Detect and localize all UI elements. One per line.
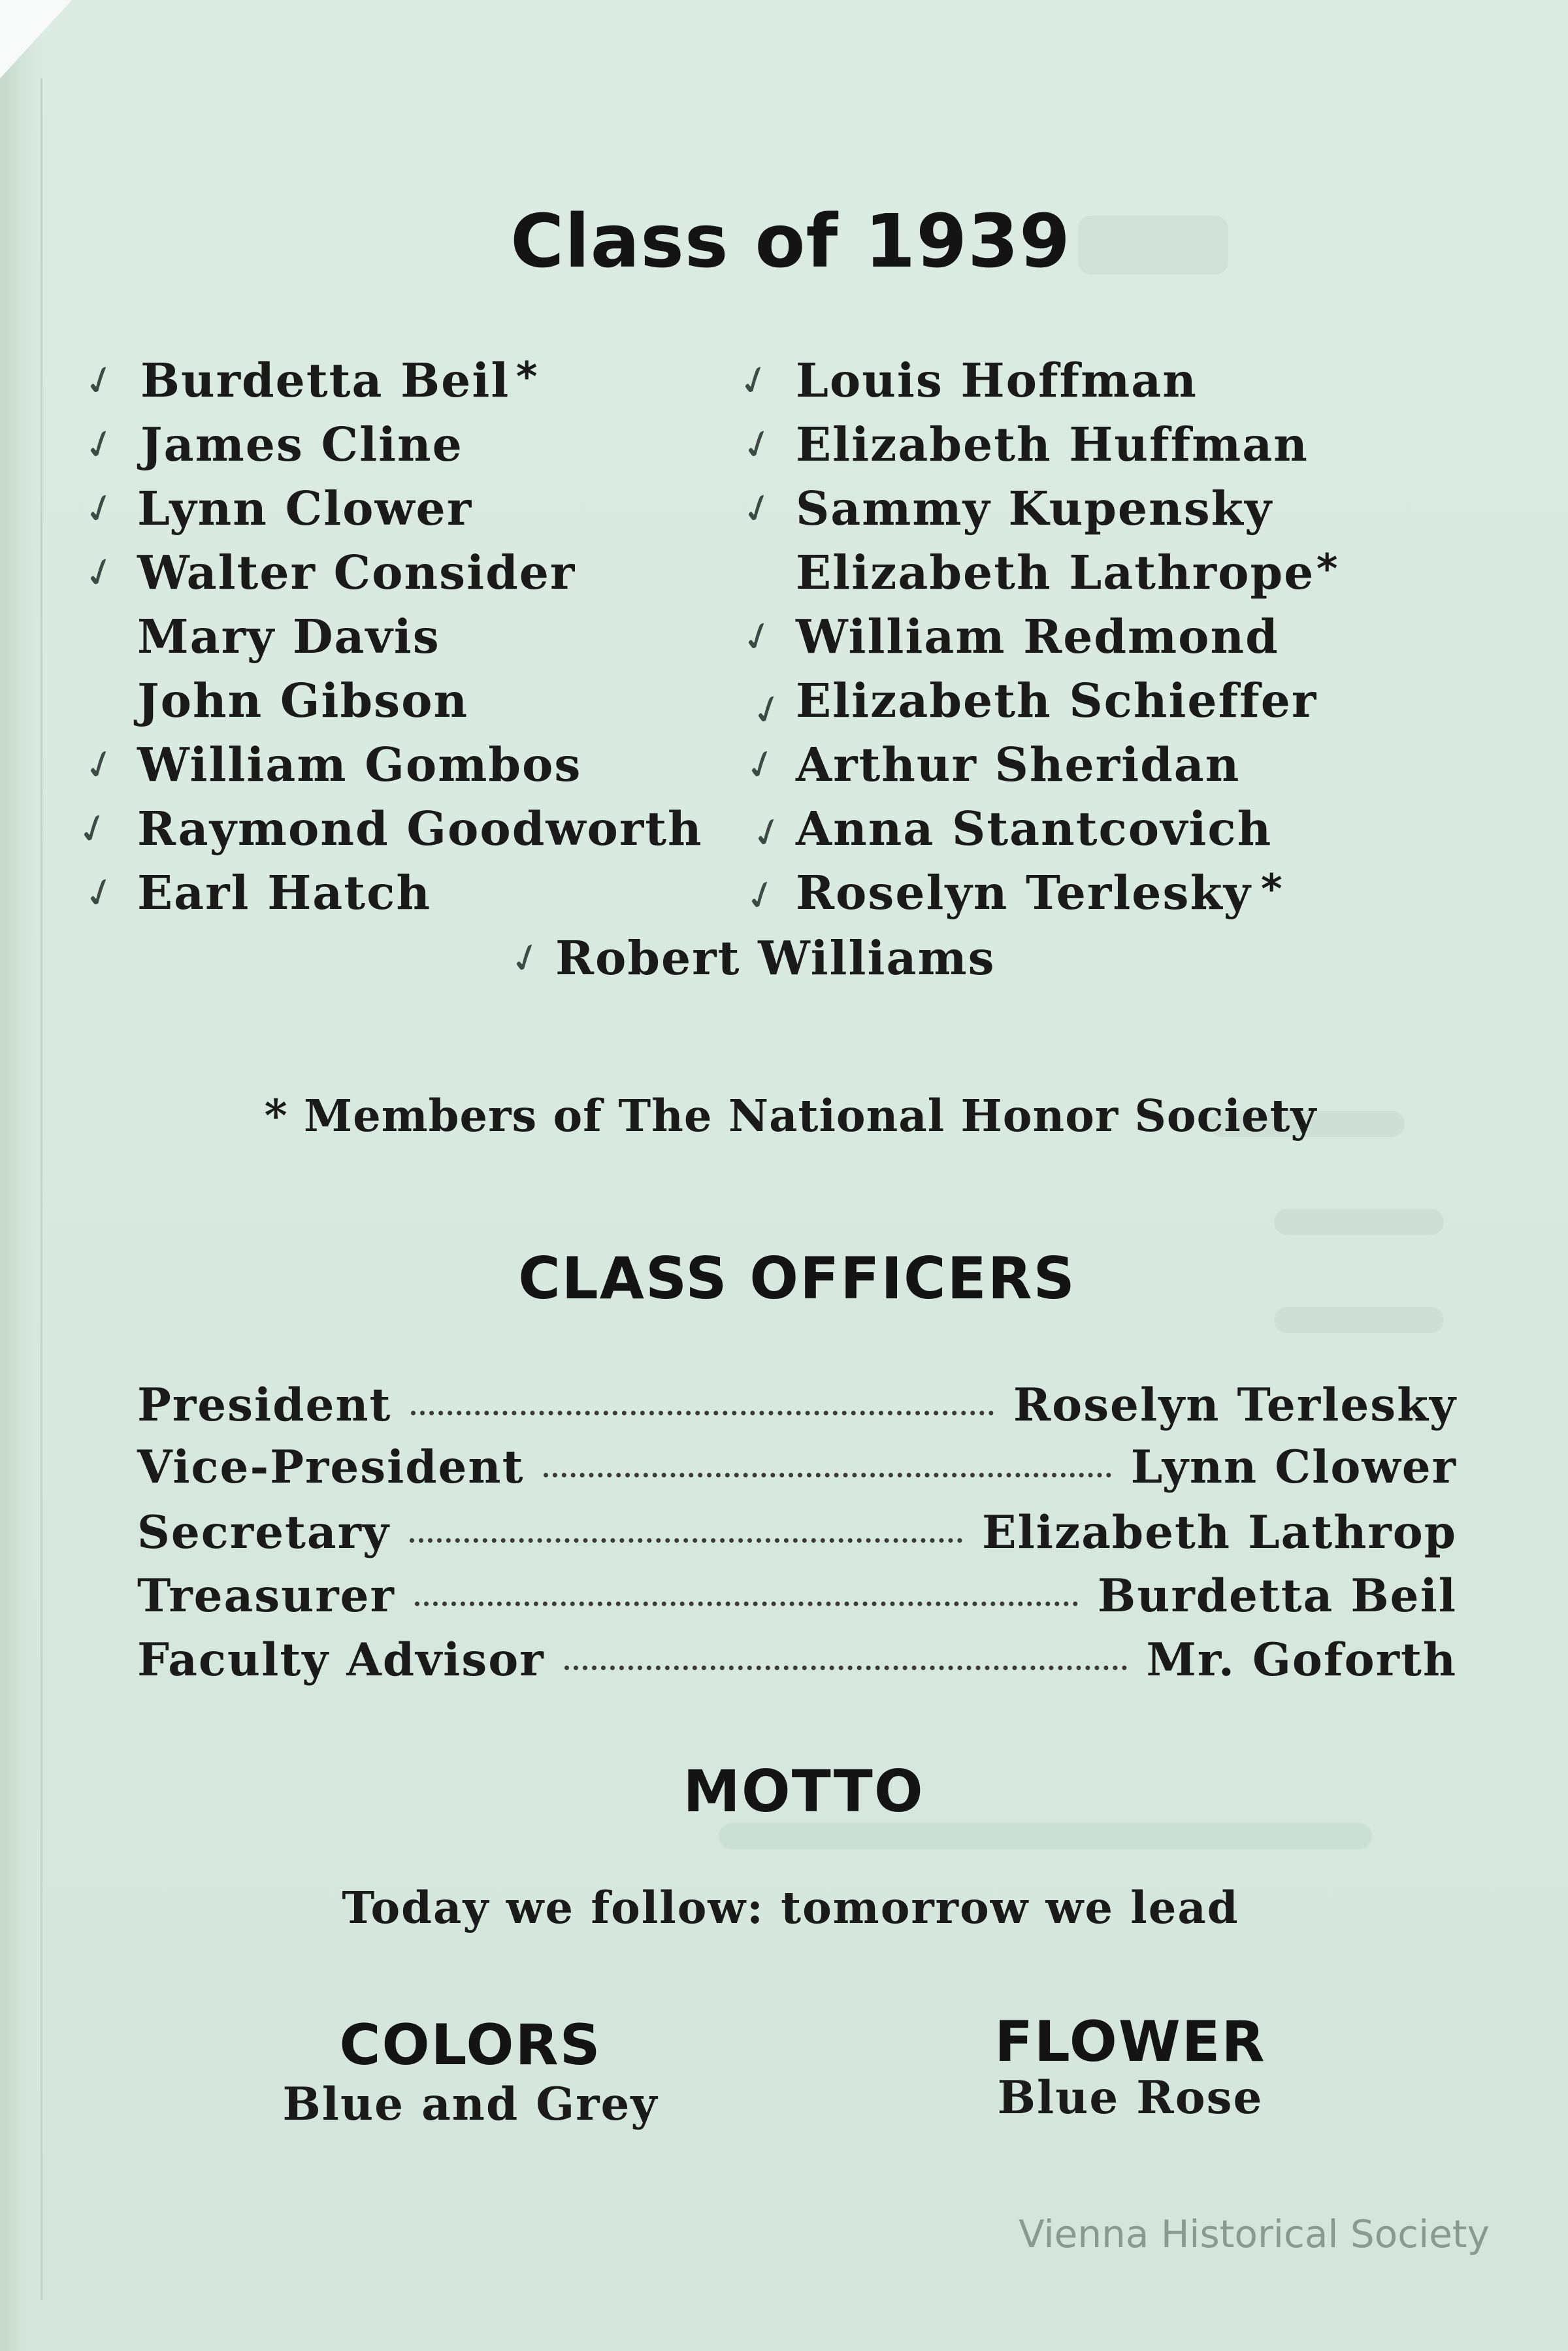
dot-leader — [415, 1602, 1078, 1606]
graduate-name: Burdetta Beil — [140, 353, 510, 408]
graduate-name: Anna Stantcovich — [796, 801, 1273, 856]
colors-value: Blue and Grey — [282, 2078, 659, 2131]
officer-row — [137, 1570, 1457, 1622]
graduate-name: Mary Davis — [137, 609, 440, 664]
graduate-name: Raymond Goodworth — [137, 801, 703, 856]
pencil-check-icon: ✓ — [732, 353, 777, 408]
officer-name: Lynn Clower — [1130, 1441, 1457, 1494]
officer-role: Treasurer — [137, 1570, 395, 1622]
graduate-name: Arthur Sheridan — [796, 737, 1241, 792]
officer-name: Roselyn Terlesky — [1013, 1379, 1457, 1432]
graduate-name: Elizabeth Lathrope — [796, 545, 1315, 600]
pencil-check-icon: ✓ — [77, 353, 123, 408]
flower-heading: FLOWER — [994, 2009, 1266, 2075]
pencil-check-icon: ✓ — [77, 546, 123, 600]
pencil-check-icon: ✓ — [745, 683, 791, 738]
honor-asterisk: * — [516, 353, 538, 401]
graduate-name: Elizabeth Schieffer — [796, 673, 1318, 728]
officer-name: Elizabeth Lathrop — [982, 1506, 1457, 1559]
honor-asterisk: * — [1316, 545, 1338, 593]
officers-heading: CLASS OFFICERS — [518, 1245, 1076, 1312]
dot-leader — [410, 1538, 962, 1543]
graduate-name: Sammy Kupensky — [796, 481, 1273, 536]
pencil-check-icon: ✓ — [735, 482, 781, 536]
officer-role: President — [137, 1379, 392, 1432]
graduate-name: William Redmond — [796, 609, 1279, 664]
pencil-check-icon: ✓ — [77, 866, 123, 921]
colors-heading: COLORS — [339, 2013, 602, 2078]
pencil-check-icon: ✓ — [77, 482, 123, 536]
dot-leader — [544, 1473, 1111, 1477]
graduate-name: Walter Consider — [137, 545, 576, 600]
graduate-name-centered: Robert Williams — [555, 930, 996, 985]
graduate-name: John Gibson — [137, 673, 469, 728]
bleed-through-shape — [1274, 1209, 1444, 1235]
officer-role: Vice-President — [137, 1441, 525, 1494]
pencil-check-icon: ✓ — [503, 931, 549, 986]
dot-leader — [564, 1666, 1127, 1670]
graduate-name: Elizabeth Huffman — [796, 417, 1309, 472]
officer-row — [137, 1634, 1457, 1686]
pencil-check-icon: ✓ — [71, 802, 116, 857]
watermark: Vienna Historical Society — [1019, 2212, 1490, 2256]
officer-name: Mr. Goforth — [1146, 1634, 1457, 1686]
pencil-check-icon: ✓ — [77, 418, 123, 472]
graduate-name: William Gombos — [137, 737, 582, 792]
officer-row — [137, 1506, 1457, 1559]
page-title: Class of 1939 — [510, 199, 1071, 284]
flower-value: Blue Rose — [997, 2071, 1264, 2124]
honor-asterisk: * — [1261, 865, 1282, 913]
graduate-name: Lynn Clower — [137, 481, 473, 536]
graduate-name: Roselyn Terlesky — [796, 865, 1252, 920]
torn-corner — [0, 0, 72, 78]
dot-leader — [411, 1411, 993, 1415]
pencil-check-icon: ✓ — [77, 738, 123, 793]
pencil-check-icon: ✓ — [745, 806, 791, 861]
graduate-name: Louis Hoffman — [796, 353, 1198, 408]
pencil-check-icon: ✓ — [735, 610, 781, 665]
officer-role: Secretary — [137, 1506, 391, 1559]
motto-heading: MOTTO — [683, 1758, 924, 1825]
officer-row — [137, 1379, 1457, 1432]
graduate-name: James Cline — [140, 417, 463, 472]
fold-line — [41, 78, 42, 2300]
fold-shadow — [0, 0, 46, 2351]
graduate-name: Earl Hatch — [137, 865, 431, 920]
officer-row — [137, 1441, 1457, 1494]
motto-text: Today we follow: tomorrow we lead — [342, 1882, 1239, 1933]
officer-name: Burdetta Beil — [1097, 1570, 1457, 1622]
pencil-check-icon: ✓ — [738, 738, 784, 793]
pencil-check-icon: ✓ — [735, 418, 781, 472]
officer-role: Faculty Advisor — [137, 1634, 545, 1686]
bleed-through-shape — [719, 1823, 1372, 1849]
pencil-check-icon: ✓ — [738, 868, 784, 923]
honor-society-note: * Members of The National Honor Society — [264, 1090, 1317, 1142]
